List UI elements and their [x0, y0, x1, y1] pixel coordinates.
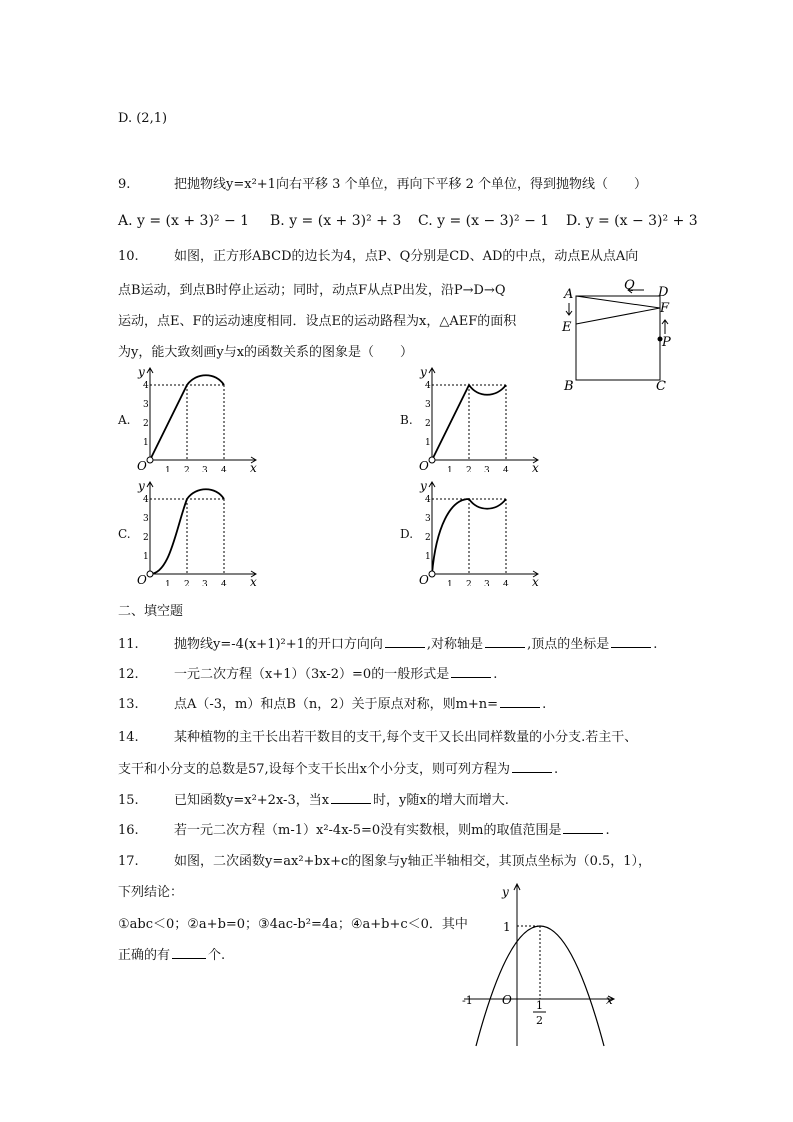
ytick-2: 2 [143, 533, 149, 543]
q14-line-1 [118, 729, 637, 747]
ytick-1: 1 [425, 438, 431, 448]
q12-end: . [493, 667, 498, 682]
xtick-1: 1 [447, 466, 453, 472]
q13-end: . [542, 697, 547, 712]
xtick-4: 4 [503, 580, 509, 586]
y-axis-label: y [420, 365, 427, 379]
q13-text: 点A（-3，m）和点B（n，2）关于原点对称，则m+n= [174, 697, 499, 712]
q14-text-1: 某种植物的主干长出若干数目的支干,每个支干又长出同样数量的小分支.若主干、 [174, 730, 638, 745]
q10-square-figure [556, 276, 682, 396]
origin-label: O [137, 573, 147, 586]
x-axis-label: x [250, 575, 257, 586]
ytick-3: 3 [425, 400, 431, 410]
q17-y-one: 1 [503, 920, 511, 934]
q10-graph-d [418, 478, 546, 586]
q12 [118, 665, 497, 684]
q9-option-b: B. y = (x + 3)² + 3 [270, 213, 402, 229]
q10-graph-b [418, 364, 546, 472]
label-e: E [562, 320, 572, 335]
q14-blank[interactable] [512, 760, 552, 773]
y-axis-label: y [138, 479, 145, 493]
q11-blank-1[interactable] [385, 635, 425, 648]
q16-text: 若一元二次方程（m-1）x²-4x-5=0没有实数根，则m的取值范围是 [174, 823, 562, 838]
q15-text-2: 时，y随x的增大而增大. [373, 793, 509, 808]
label-p: P [662, 335, 671, 350]
q17-line-1 [118, 853, 651, 871]
xtick-2: 2 [466, 580, 472, 586]
ytick-4: 4 [425, 381, 431, 391]
q10-text-1: 如图，正方形ABCD的边长为4，点P、Q分别是CD、AD的中点，动点E从点A向 [174, 249, 639, 264]
xtick-1: 1 [165, 466, 171, 472]
ytick-3: 3 [425, 514, 431, 524]
ytick-2: 2 [425, 419, 431, 429]
segment-ef [576, 308, 660, 324]
q11-text-1: 抛物线y=-4(x+1)²+1的开口方向向 [174, 637, 383, 652]
ytick-2: 2 [143, 419, 149, 429]
label-c: C [656, 379, 666, 394]
q15 [118, 791, 509, 810]
label-q: Q [624, 278, 635, 293]
y-axis-label: y [138, 365, 145, 379]
q8-option-d: D. (2,1) [118, 111, 168, 126]
section-title-fill-in: 二、填空题 [118, 604, 184, 619]
q17-text-5: 个. [208, 948, 226, 963]
origin-label: O [137, 459, 147, 472]
q9-option-c: C. y = (x − 3)² − 1 [418, 213, 550, 229]
q15-number: 15. [118, 793, 139, 808]
q10-option-a-label: A. [118, 413, 131, 427]
q12-text: 一元二次方程（x+1）（3x-2）=0的一般形式是 [174, 667, 450, 682]
label-a: A [564, 287, 574, 302]
xtick-3: 3 [202, 580, 208, 586]
q9-text: 把抛物线y=x²+1向右平移 3 个单位，再向下平移 2 个单位，得到抛物线（ ） [174, 177, 648, 192]
q13-blank[interactable] [500, 695, 540, 708]
q9-stem [118, 176, 647, 194]
q9-number: 9. [118, 177, 131, 192]
origin-label: O [419, 459, 429, 472]
q11-blank-3[interactable] [611, 635, 651, 648]
q17-text-4: 正确的有 [118, 948, 171, 963]
q11-end: . [653, 637, 658, 652]
q17-half-denominator: 2 [536, 1014, 543, 1027]
q17-half-numerator: 1 [536, 999, 543, 1012]
q10-option-c-label: C. [118, 527, 131, 541]
ytick-4: 4 [143, 495, 149, 505]
q17-line-2: 下列结论： [118, 885, 184, 900]
q10-number: 10. [118, 249, 139, 264]
q17-text-1: 如图，二次函数y=ax²+bx+c的图象与y轴正半轴相交，其顶点坐标为（0.5，1）， [174, 854, 652, 869]
q10-option-d-label: D. [400, 527, 414, 541]
x-axis-label: x [250, 461, 257, 472]
q9-options [118, 212, 698, 230]
ytick-2: 2 [425, 533, 431, 543]
ytick-1: 1 [143, 438, 149, 448]
q17-number: 17. [118, 854, 139, 869]
xtick-1: 1 [165, 580, 171, 586]
ytick-4: 4 [143, 381, 149, 391]
q10-line-3: 运动，点E、F的运动速度相同．设点E的运动路程为x，△AEF的面积 [118, 314, 517, 329]
xtick-2: 2 [466, 466, 472, 472]
segment-af [576, 296, 660, 308]
q9-option-a: A. y = (x + 3)² − 1 [118, 213, 250, 229]
q14-number: 14. [118, 730, 139, 745]
q17-x-minus-one: -1 [462, 994, 473, 1007]
q17-parabola-graph [456, 878, 626, 1048]
ytick-1: 1 [425, 552, 431, 562]
q13 [118, 695, 546, 714]
q10-line-4: 为y，能大致刻画y与x的函数关系的图象是（ ） [118, 345, 414, 360]
q14-end: . [554, 762, 559, 777]
x-axis-label: x [532, 461, 539, 472]
q16-number: 16. [118, 823, 139, 838]
ytick-4: 4 [425, 495, 431, 505]
q11-text-3: ,顶点的坐标是 [527, 637, 610, 652]
xtick-4: 4 [221, 466, 227, 472]
q17-blank[interactable] [172, 946, 206, 959]
q11-blank-2[interactable] [485, 635, 525, 648]
q17-x-axis-label: x [606, 993, 613, 1007]
x-axis-label: x [532, 575, 539, 586]
q15-text-1: 已知函数y=x²+2x-3，当x [174, 793, 330, 808]
xtick-4: 4 [221, 580, 227, 586]
q17-origin-label: O [502, 993, 512, 1007]
q17-y-axis-label: y [502, 885, 509, 899]
label-f: F [660, 301, 670, 316]
q10-line-1 [118, 248, 638, 266]
q12-blank[interactable] [451, 665, 491, 678]
label-b: B [564, 379, 574, 394]
ytick-3: 3 [143, 400, 149, 410]
q11 [118, 635, 657, 654]
q16-blank[interactable] [563, 821, 603, 834]
q12-number: 12. [118, 667, 139, 682]
xtick-3: 3 [484, 580, 490, 586]
q10-graph-c [136, 478, 264, 586]
q16-end: . [605, 823, 610, 838]
q15-blank[interactable] [331, 791, 371, 804]
xtick-2: 2 [184, 466, 190, 472]
xtick-2: 2 [184, 580, 190, 586]
origin-label: O [419, 573, 429, 586]
q10-line-2: 点B运动，到点B时停止运动；同时，动点F从点P出发，沿P→D→Q [118, 283, 506, 298]
q10-graph-a [136, 364, 264, 472]
xtick-3: 3 [202, 466, 208, 472]
q9-option-d: D. y = (x − 3)² + 3 [566, 213, 698, 229]
q16 [118, 821, 610, 840]
ytick-3: 3 [143, 514, 149, 524]
q14-text-2: 支干和小分支的总数是57,设每个支干长出x个小分支，则可列方程为 [118, 762, 511, 777]
q17-line-3: ①abc＜0；②a+b=0；③4ac-b²=4a；④a+b+c＜0．其中 [118, 917, 468, 932]
q11-text-2: ,对称轴是 [426, 637, 484, 652]
q10-option-b-label: B. [400, 413, 413, 427]
xtick-4: 4 [503, 466, 509, 472]
y-axis-label: y [420, 479, 427, 493]
q11-number: 11. [118, 637, 139, 652]
ytick-1: 1 [143, 552, 149, 562]
q17-line-4 [118, 946, 225, 965]
xtick-1: 1 [447, 580, 453, 586]
label-d: D [658, 285, 669, 300]
xtick-3: 3 [484, 466, 490, 472]
q14-line-2 [118, 760, 558, 779]
q13-number: 13. [118, 697, 139, 712]
